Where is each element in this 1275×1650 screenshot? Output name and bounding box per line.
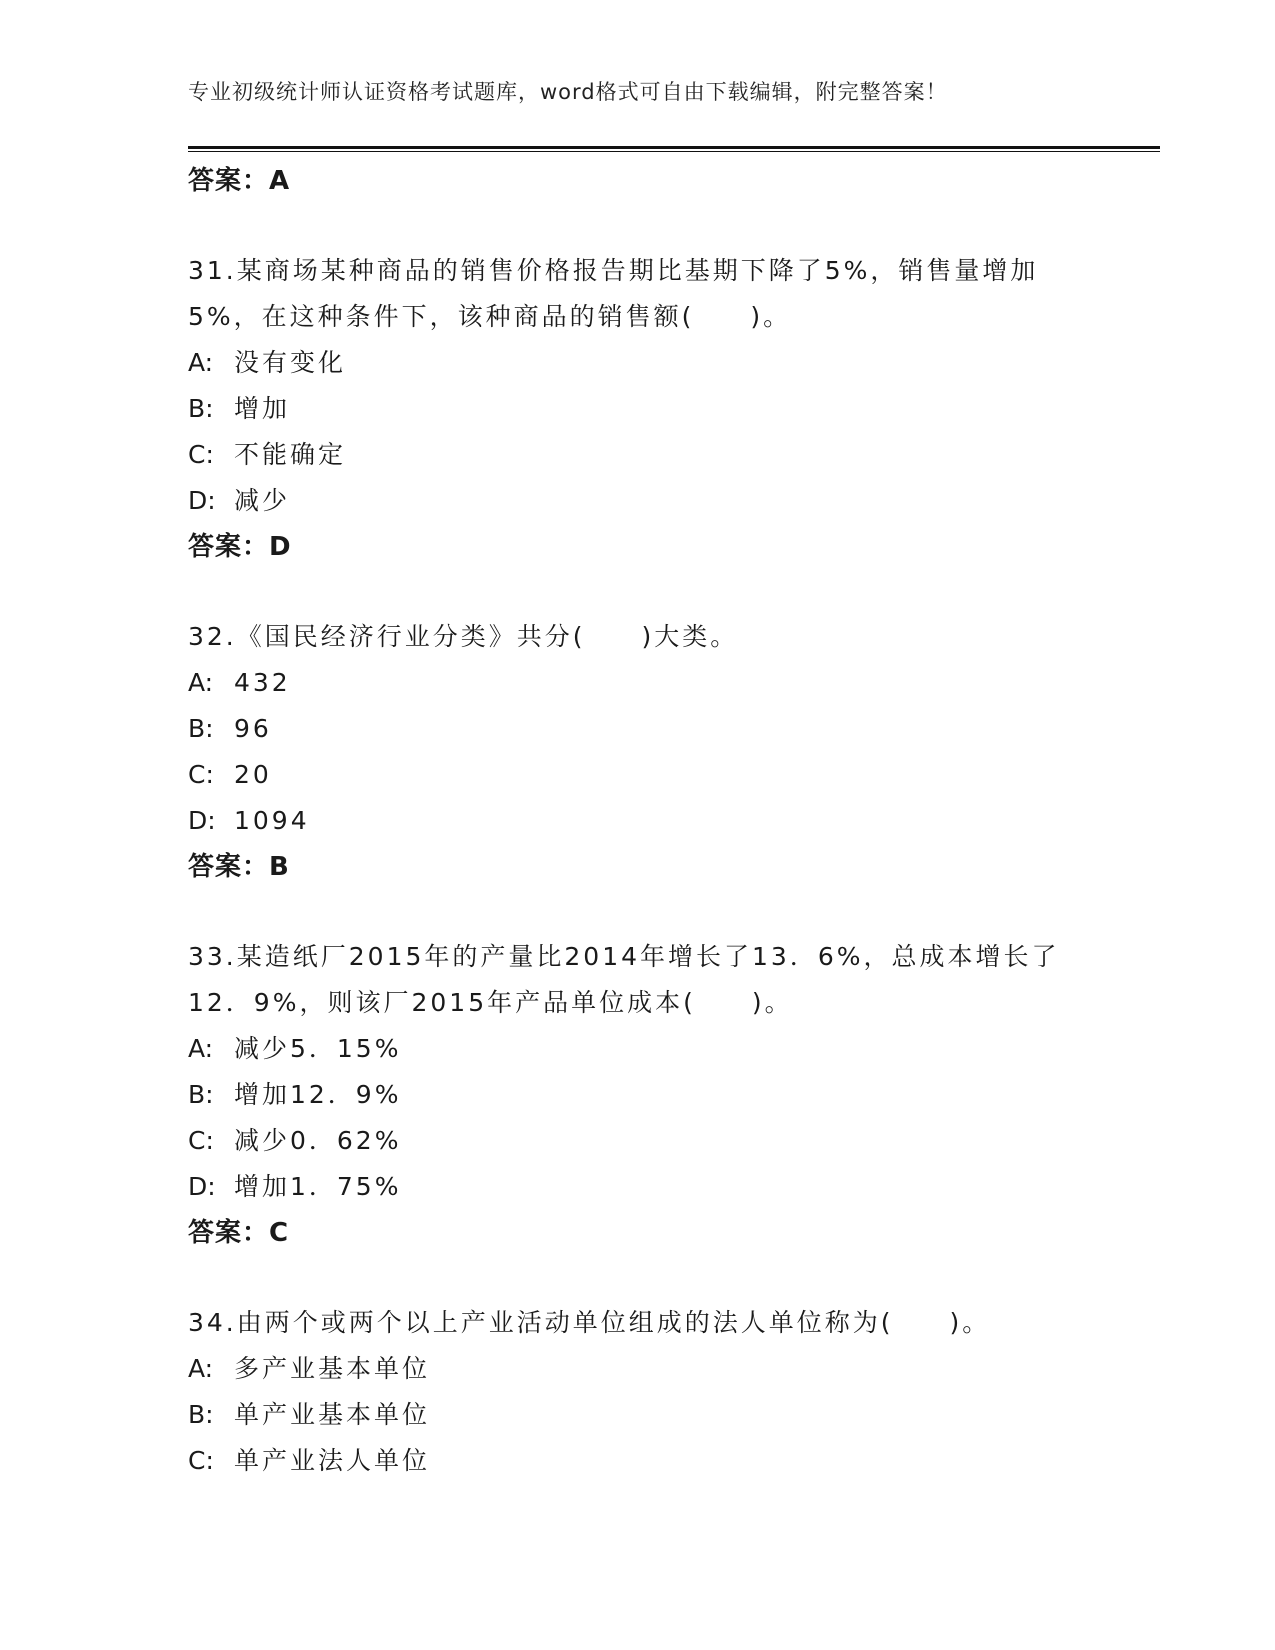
option-label: A: <box>188 1034 214 1063</box>
option-label: C: <box>188 760 214 789</box>
question-stem-line: 12．9%，则该厂2015年产品单位成本( )。 <box>188 988 793 1017</box>
option-b <box>188 386 1088 432</box>
option-label: A: <box>188 1354 214 1383</box>
question-answer: 答案：B <box>188 852 290 882</box>
option-text: 增加12．9% <box>234 1080 402 1109</box>
option-label: B: <box>188 1400 214 1429</box>
option-text: 多产业基本单位 <box>234 1354 431 1383</box>
option-label: A: <box>188 348 214 377</box>
option-text: 432 <box>234 668 291 697</box>
question-answer: 答案：C <box>188 1218 290 1248</box>
spacer <box>188 570 1088 614</box>
option-text: 增加 <box>234 394 291 423</box>
question-31 <box>188 248 1088 570</box>
option-c <box>188 1118 1088 1164</box>
option-b <box>188 1072 1088 1118</box>
question-stem-line: 34.由两个或两个以上产业活动单位组成的法人单位称为( )。 <box>188 1308 991 1337</box>
option-b <box>188 1392 1088 1438</box>
option-b <box>188 706 1088 752</box>
question-34 <box>188 1300 1088 1484</box>
option-label: C: <box>188 1126 214 1155</box>
option-label: A: <box>188 668 214 697</box>
spacer <box>188 890 1088 934</box>
option-a <box>188 1026 1088 1072</box>
spacer <box>188 204 1088 248</box>
option-text: 增加1．75% <box>234 1172 402 1201</box>
option-text: 单产业法人单位 <box>234 1446 431 1475</box>
option-label: C: <box>188 440 214 469</box>
question-answer: 答案：D <box>188 532 292 562</box>
option-label: B: <box>188 394 214 423</box>
page-header: 专业初级统计师认证资格考试题库，word格式可自由下载编辑，附完整答案！ <box>188 80 948 104</box>
option-a <box>188 340 1088 386</box>
option-label: D: <box>188 486 216 515</box>
option-c <box>188 1438 1088 1484</box>
option-text: 单产业基本单位 <box>234 1400 431 1429</box>
option-label: B: <box>188 714 214 743</box>
option-label: D: <box>188 1172 216 1201</box>
option-text: 减少 <box>234 486 291 515</box>
question-32 <box>188 614 1088 890</box>
header-rule-thin <box>188 151 1160 152</box>
option-c <box>188 432 1088 478</box>
option-text: 减少5．15% <box>234 1034 402 1063</box>
option-text: 没有变化 <box>234 348 347 377</box>
question-stem-line: 33.某造纸厂2015年的产量比2014年增长了13．6%，总成本增长了 <box>188 942 1060 971</box>
question-stem-line: 31.某商场某种商品的销售价格报告期比基期下降了5%，销售量增加 <box>188 256 1039 285</box>
option-label: C: <box>188 1446 214 1475</box>
option-text: 减少0．62% <box>234 1126 402 1155</box>
question-stem-line: 32.《国民经济行业分类》共分( )大类。 <box>188 622 739 651</box>
question-content <box>188 158 1088 1484</box>
previous-answer: 答案：A <box>188 166 291 196</box>
option-label: B: <box>188 1080 214 1109</box>
option-text: 20 <box>234 760 272 789</box>
option-d <box>188 478 1088 524</box>
spacer <box>188 1256 1088 1300</box>
question-stem-line: 5%，在这种条件下，该种商品的销售额( )。 <box>188 302 792 331</box>
header-rule-thick <box>188 146 1160 149</box>
question-33 <box>188 934 1088 1256</box>
option-a <box>188 660 1088 706</box>
option-text: 1094 <box>234 806 310 835</box>
option-text: 不能确定 <box>234 440 347 469</box>
option-d <box>188 798 1088 844</box>
option-d <box>188 1164 1088 1210</box>
option-c <box>188 752 1088 798</box>
option-label: D: <box>188 806 216 835</box>
option-text: 96 <box>234 714 272 743</box>
option-a <box>188 1346 1088 1392</box>
